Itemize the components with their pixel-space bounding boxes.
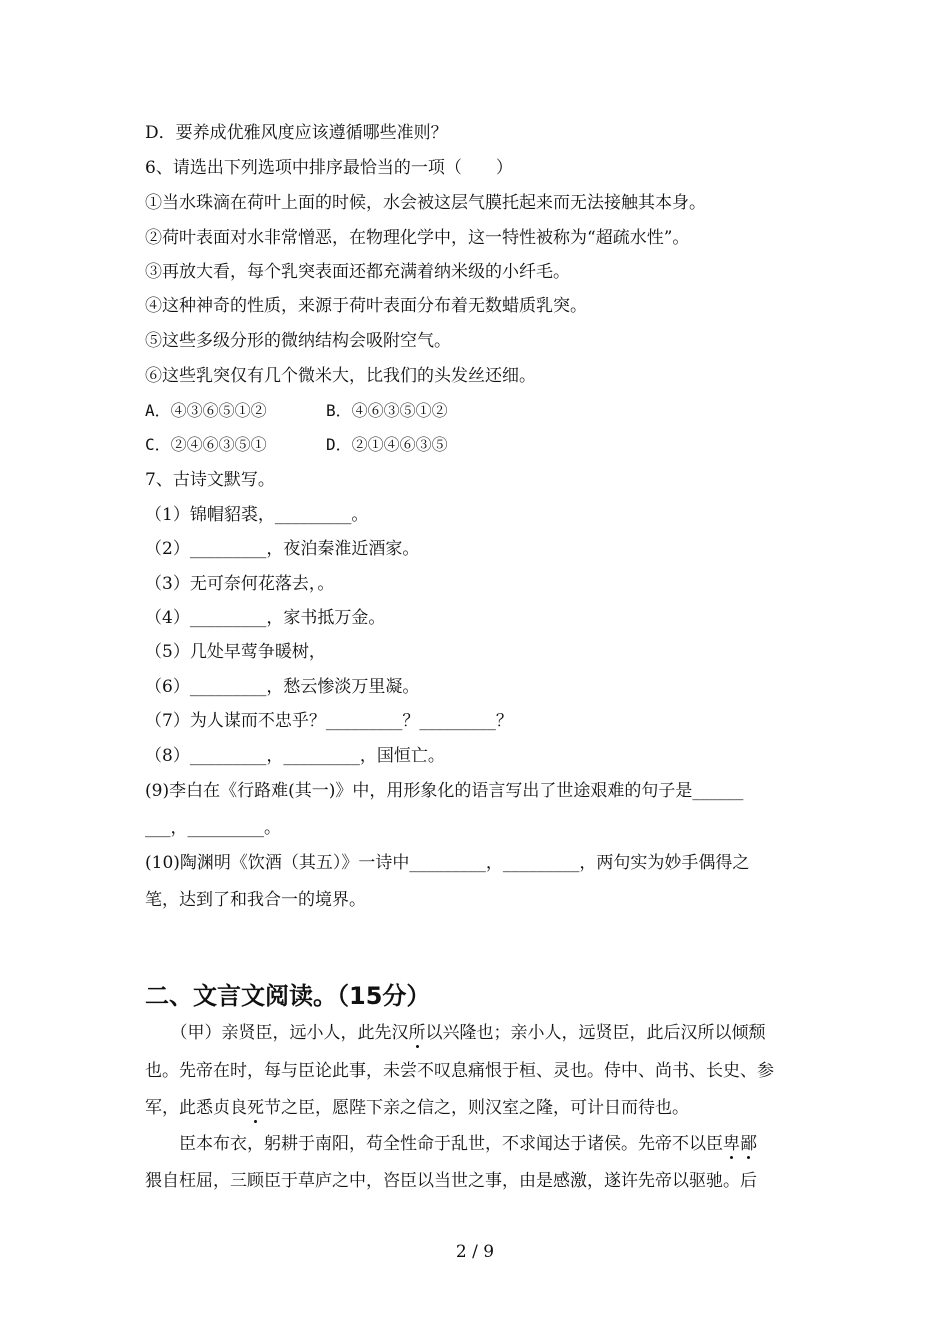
q6-option-c: C．②④⑥③⑤① bbox=[145, 435, 267, 454]
q7-item-9-line1: (9)李白在《行路难(其一)》中，用形象化的语言写出了世途艰难的句子是______ bbox=[145, 781, 744, 801]
passage-text: 以兴隆也；亲小人，远贤臣，此后汉所以倾颓 bbox=[425, 1023, 766, 1043]
passage-line bbox=[145, 1022, 766, 1044]
passage-line: 猥自枉屈，三顾臣于草庐之中，咨臣以当世之事，由是感激，遂许先帝以驱驰。后 bbox=[145, 1171, 757, 1191]
q7-item: （5）几处早莺争暖树， bbox=[145, 642, 326, 662]
q7-stem: 7、古诗文默写。 bbox=[145, 470, 275, 490]
q6-item: ④这种神奇的性质，来源于荷叶表面分布着无数蜡质乳突。 bbox=[145, 296, 587, 316]
passage-line: 也。先帝在时，每与臣论此事，未尝不叹息痛恨于桓、灵也。侍中、尚书、长史、参 bbox=[145, 1061, 774, 1081]
q6-option-d: D．②①④⑥③⑤ bbox=[326, 435, 448, 454]
section-title: 二、文言文阅读。（15分） bbox=[145, 982, 431, 1010]
passage-text: 节之臣，愿陛下亲之信之，则汉室之隆，可计日而待也。 bbox=[264, 1098, 689, 1118]
q7-item-10-line1: (10)陶渊明《饮酒（其五）》一诗中_________，_________，两句实为妙手偶得之 bbox=[145, 853, 750, 873]
emphasis-dot-char: 卑 bbox=[723, 1134, 740, 1154]
passage-text: 军，此悉贞良 bbox=[145, 1098, 247, 1118]
emphasis-dot-char: 鄙 bbox=[740, 1134, 757, 1154]
q6-item: ⑥这些乳突仅有几个微米大，比我们的头发丝还细。 bbox=[145, 366, 536, 386]
q6-item: ⑤这些多级分形的微纳结构会吸附空气。 bbox=[145, 331, 451, 351]
q7-item: （2）_________，夜泊秦淮近酒家。 bbox=[145, 539, 420, 559]
q7-item: （6）_________，愁云惨淡万里凝。 bbox=[145, 677, 420, 697]
q6-item: ③再放大看，每个乳突表面还都充满着纳米级的小纤毛。 bbox=[145, 262, 570, 282]
q7-item: （3）无可奈何花落去，。 bbox=[145, 574, 335, 594]
q7-item: （1）锦帽貂裘，_________。 bbox=[145, 505, 369, 525]
q6-item: ①当水珠滴在荷叶上面的时候，水会被这层气膜托起来而无法接触其本身。 bbox=[145, 193, 706, 213]
q6-stem: 6、请选出下列选项中排序最恰当的一项（ ） bbox=[145, 158, 513, 178]
passage-text: （甲）亲贤臣，远小人，此先汉 bbox=[145, 1023, 409, 1043]
q7-item: （8）_________，_________，国恒亡。 bbox=[145, 746, 445, 766]
q5-option-d: D．要养成优雅风度应该遵循哪些准则？ bbox=[145, 123, 448, 143]
q6-item: ②荷叶表面对水非常憎恶，在物理化学中，这一特性被称为“超疏水性”。 bbox=[145, 228, 690, 248]
emphasis-dot-char: 所 bbox=[408, 1023, 426, 1043]
q6-option-a: A．④③⑥⑤①② bbox=[145, 401, 267, 420]
page-number: 2 / 9 bbox=[455, 1242, 495, 1262]
q7-item: （4）_________，家书抵万金。 bbox=[145, 608, 386, 628]
q7-item-10-line2: 笔，达到了和我合一的境界。 bbox=[145, 890, 366, 910]
passage-text: 臣本布衣，躬耕于南阳，苟全性命于乱世，不求闻达于诸侯。先帝不以臣 bbox=[145, 1134, 723, 1154]
q7-item: （7）为人谋而不忠乎？_________？_________？ bbox=[145, 711, 513, 731]
passage-line bbox=[145, 1133, 757, 1155]
passage-line bbox=[145, 1097, 689, 1119]
q7-item-9-line2: ___，_________。 bbox=[145, 818, 281, 838]
q6-option-b: B．④⑥③⑤①② bbox=[326, 401, 448, 420]
emphasis-dot-char: 死 bbox=[247, 1098, 264, 1118]
